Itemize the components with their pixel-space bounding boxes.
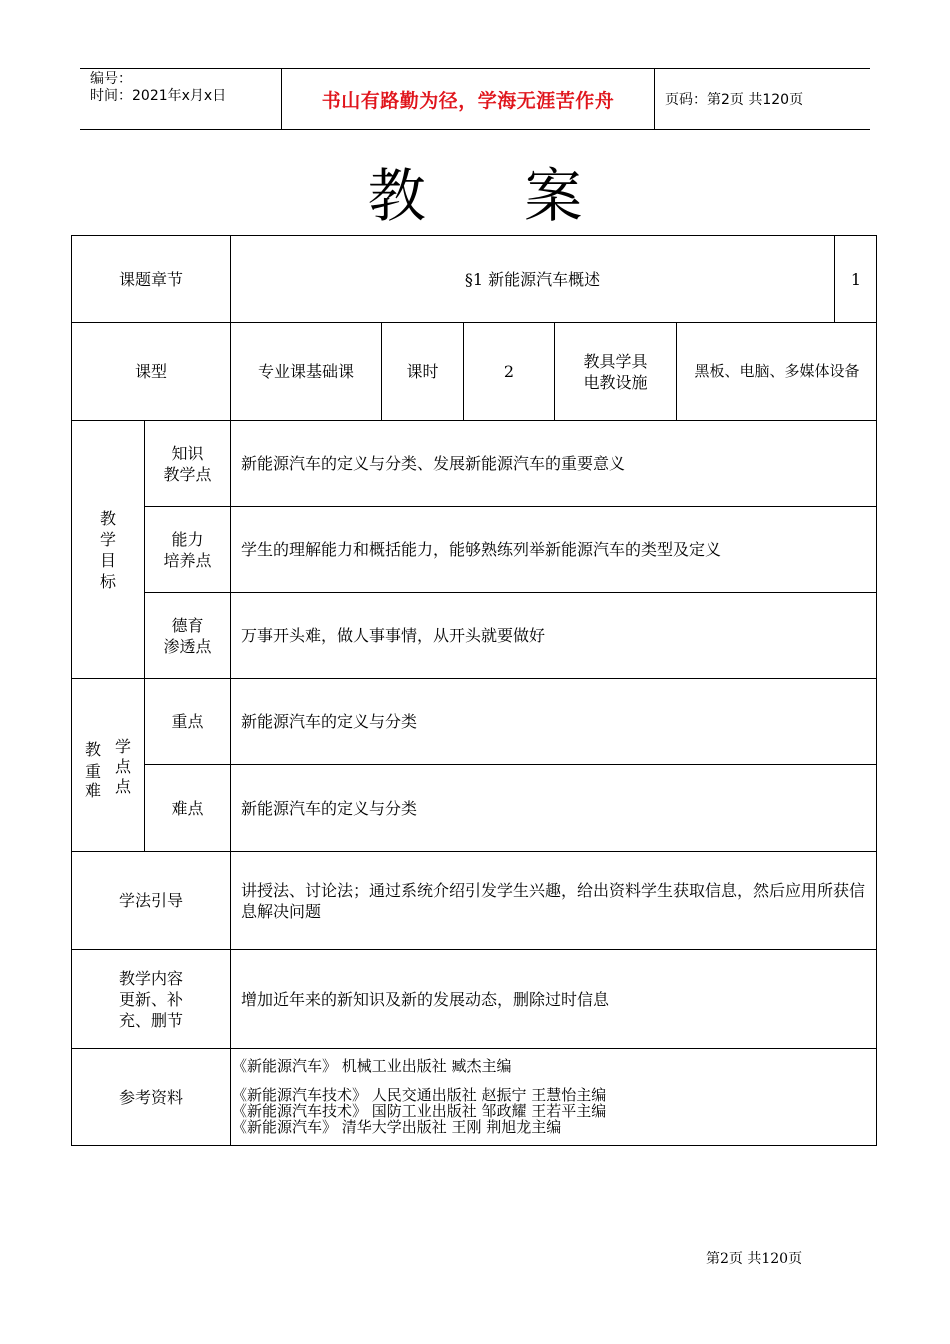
- hard-point-label: 难点: [171, 798, 204, 818]
- document-title: 教 案: [367, 162, 623, 230]
- goal-label-line2: 培养点: [163, 550, 212, 570]
- lesson-hours-value: 2: [503, 362, 515, 381]
- goal-label-line2: 渗透点: [163, 636, 212, 656]
- page-header: [80, 68, 870, 130]
- reference-item: 《新能源汽车》 清华大学出版社 王刚 荆旭龙主编: [232, 1118, 562, 1136]
- reference-item: 《新能源汽车技术》 人民交通出版社 赵振宁 王慧怡主编: [232, 1086, 607, 1104]
- goal-ability-label: [145, 507, 230, 592]
- update-value: 增加近年来的新知识及新的发展动态，删除过时信息: [241, 989, 610, 1009]
- lesson-type-label: 课型: [134, 362, 167, 381]
- goal-knowledge-label: [145, 421, 230, 506]
- references-label: 参考资料: [118, 1088, 183, 1107]
- chapter-value: §1 新能源汽车概述: [464, 269, 601, 289]
- keypoints-group-char: 难: [85, 781, 102, 800]
- goal-ability-value: 学生的理解能力和概括能力，能够熟练列举新能源汽车的类型及定义: [241, 540, 722, 559]
- lesson-plan-table: [71, 235, 877, 1146]
- header-page-cell: [655, 69, 870, 129]
- goals-group-char: 学: [99, 529, 116, 549]
- chapter-number: 1: [850, 269, 862, 289]
- keypoints-group-char: 重: [85, 762, 102, 781]
- update-label-line2: 更新、补: [118, 989, 183, 1009]
- keypoints-group-char: 教: [85, 740, 102, 759]
- goal-label-line1: 德育: [171, 615, 204, 635]
- lesson-tools-label-line2: 电教设施: [583, 372, 648, 392]
- goal-moral-label: [145, 593, 230, 678]
- lesson-hours-label: 课时: [406, 362, 439, 381]
- key-point-label: 重点: [171, 712, 204, 731]
- goals-group-char: 目: [99, 550, 116, 570]
- lesson-tools-label-line1: 教具学具: [583, 351, 648, 371]
- lesson-tools-label: [555, 323, 676, 420]
- keypoints-group-label: [72, 679, 144, 851]
- update-label: [72, 950, 230, 1048]
- header-number-label: 编号：: [90, 71, 132, 87]
- header-meta: [80, 69, 282, 129]
- goal-label-line1: 能力: [171, 529, 204, 549]
- method-label: 学法引导: [118, 891, 183, 910]
- hard-point-value: 新能源汽车的定义与分类: [241, 798, 418, 818]
- method-value: 讲授法、讨论法；通过系统介绍引发学生兴趣，给出资料学生获取信息，然后应用所获信息解决问题: [241, 880, 866, 921]
- update-label-line3: 充、删节: [118, 1010, 183, 1030]
- header-page-number: 页码：第2页 共120页: [665, 92, 804, 108]
- key-point-value: 新能源汽车的定义与分类: [241, 712, 418, 731]
- keypoints-group-char: 点: [115, 777, 132, 796]
- goals-group-char: 教: [99, 508, 116, 528]
- update-label-line1: 教学内容: [118, 968, 183, 988]
- header-motto: 书山有路勤为径，学海无涯苦作舟: [321, 89, 615, 112]
- reference-item: 《新能源汽车》 机械工业出版社 臧杰主编: [232, 1057, 512, 1075]
- header-motto-cell: [282, 69, 655, 129]
- reference-item: 《新能源汽车技术》 国防工业出版社 邹政耀 王若平主编: [232, 1102, 607, 1120]
- goal-label-line1: 知识: [171, 443, 204, 463]
- goal-moral-value: 万事开头难，做人事事情，从开头就要做好: [241, 626, 546, 645]
- goals-group-label: [72, 421, 144, 678]
- goals-group-char: 标: [99, 571, 116, 591]
- chapter-label: 课题章节: [118, 269, 183, 289]
- keypoints-group-char: 点: [115, 757, 132, 776]
- goal-knowledge-value: 新能源汽车的定义与分类、发展新能源汽车的重要意义: [241, 454, 626, 473]
- page-footer: 第2页 共120页: [706, 1251, 803, 1267]
- goal-label-line2: 教学点: [163, 464, 212, 484]
- lesson-type-value: 专业课基础课: [257, 362, 354, 381]
- lesson-tools-value: 黑板、电脑、多媒体设备: [694, 362, 860, 380]
- keypoints-group-char: 学: [115, 737, 132, 756]
- header-time: 时间：2021年x月x日: [90, 88, 227, 104]
